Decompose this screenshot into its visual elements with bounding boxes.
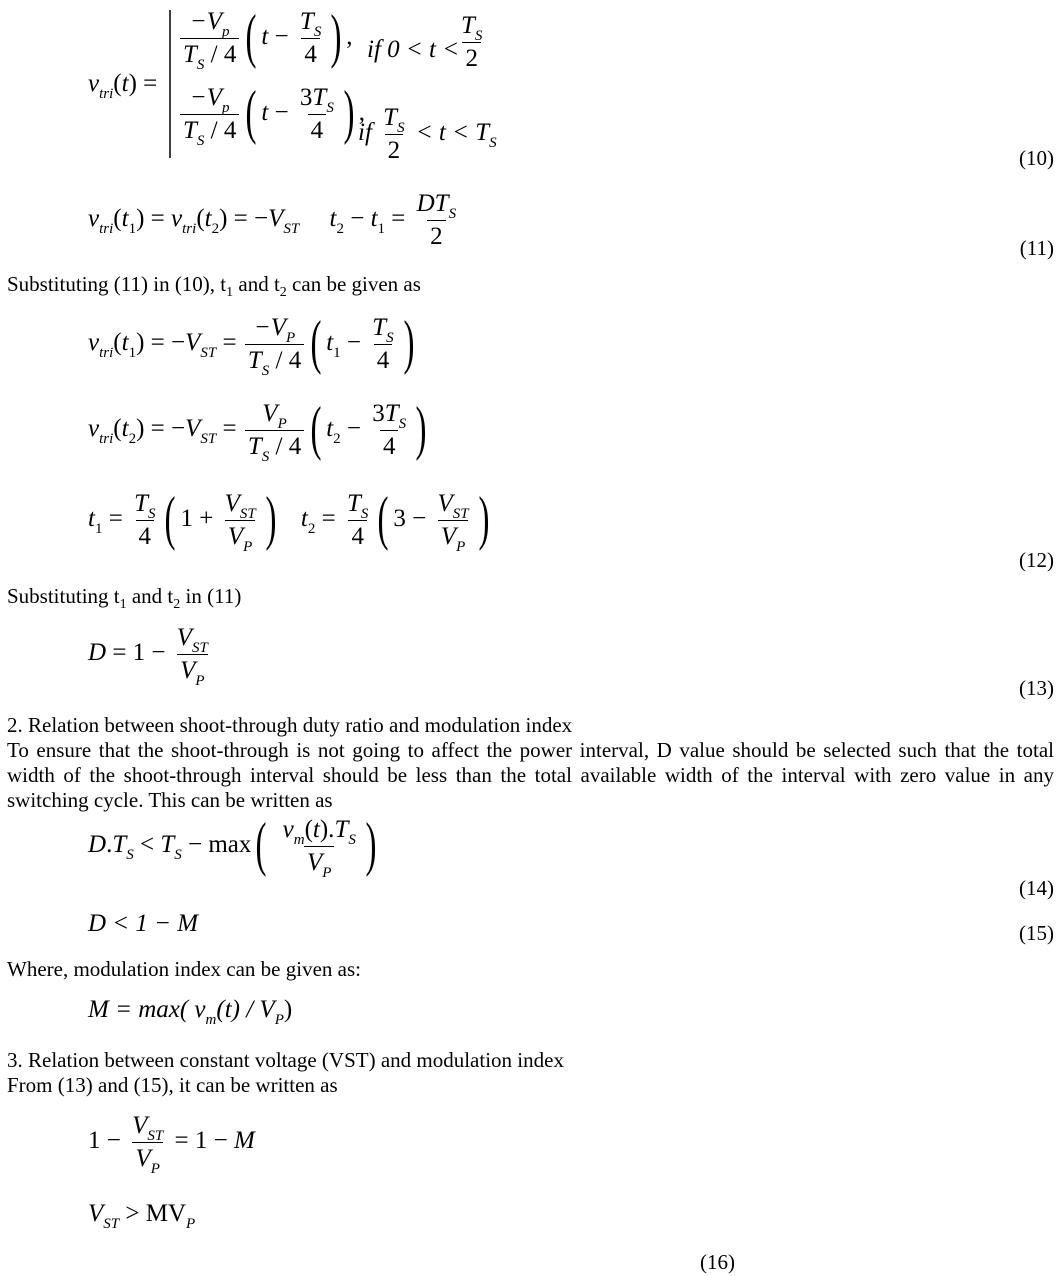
eq-t1-def: $v_{tri}(t_1) = -V_{ST}$ = $\frac{-V_P}{T_S / 4}$ ( $t_1$ − $\frac{T_S}{4}$ ) bbox=[88, 308, 415, 379]
eq-number-12: (12) bbox=[1019, 548, 1054, 572]
paragraph-section-2: To ensure that the shoot-through is not going to affect the power interval, D value should be selected such that the total width of the shoot-through interval should be less than the total available width of the interval with zero value in any switching cycle. This can be written as bbox=[7, 738, 1054, 812]
eq10-case2-cond: if $\frac{T_S}{2}$ < $t < T_S$ bbox=[358, 104, 497, 164]
substituting-11-in-10: Substituting (11) in (10), $t_1$ and $t_2$ can be given as bbox=[7, 272, 421, 300]
eq10-case1-cond-frac: $\frac{T_S}{2}$ bbox=[461, 12, 483, 72]
heading-section-2: 2. Relation between shoot-through duty ratio and modulation index bbox=[7, 713, 573, 737]
substituting-t1-t2: Substituting $t_1$ and $t_2$ in (11) bbox=[7, 584, 242, 612]
eq-number-16: (16) bbox=[700, 1250, 735, 1274]
eq13: D = 1 − $\frac{V_{ST}}{V_P}$ bbox=[88, 624, 208, 689]
eq10-lhs: $v_{tri}(t)$ = bbox=[88, 70, 158, 102]
from-line: From (13) and (15), it can be written as bbox=[7, 1073, 338, 1097]
eq12: $t_1$ = $\frac{T_S}{4}$ ( 1 + $\frac{V_{ST}}{V_P}$ ) $t_2$ = $\frac{T_S}{4}$ ( 3 − $\frac{V_{ST}}{V_P}$ ) bbox=[88, 484, 490, 555]
eq-t2-def: $v_{tri}(t_2) = -V_{ST}$ = $\frac{V_P}{T_S / 4}$ ( $t_2$ − $\frac{3T_S}{4}$ ) bbox=[88, 394, 427, 465]
eq14: $D.T_S < T_S - \max$( $\frac{v_m(t).T_S}{V_P}$ ) bbox=[88, 810, 377, 881]
eq10-case1-cond: if 0 < t < bbox=[367, 36, 460, 63]
where-line: Where, modulation index can be given as: bbox=[7, 957, 361, 981]
eq-number-15: (15) bbox=[1019, 921, 1054, 945]
eq-number-11: (11) bbox=[1019, 236, 1054, 260]
eq11: $v_{tri}(t_1) = v_{tri}(t_2) = -V_{ST}$ $t_2 - t_1$ = $\frac{DT_S}{2}$ bbox=[88, 190, 457, 250]
eq16b: $V_{ST} > MV_P$ bbox=[88, 1200, 196, 1232]
eq10-case2: $\frac{-V_p}{T_S / 4}$ ( t − $\frac{3T_S}{4}$ ) , bbox=[178, 84, 365, 145]
eq16a: 1 − $\frac{V_{ST}}{V_P}$ = 1 − M bbox=[88, 1112, 255, 1177]
eq-number-10: (10) bbox=[1019, 146, 1054, 170]
eq10-case1: $\frac{-V_p}{T_S / 4}$ ( t − $\frac{T_S}{4}$ ) , bbox=[178, 8, 353, 69]
eq-number-14: (14) bbox=[1019, 876, 1054, 900]
eq-modulation-index: M = max( $v_m(t) / V_P$) bbox=[88, 996, 293, 1028]
eq15: D < 1 − M bbox=[88, 910, 199, 937]
eq-number-13: (13) bbox=[1019, 676, 1054, 700]
heading-section-3: 3. Relation between constant voltage (VST) and modulation index bbox=[7, 1048, 564, 1072]
